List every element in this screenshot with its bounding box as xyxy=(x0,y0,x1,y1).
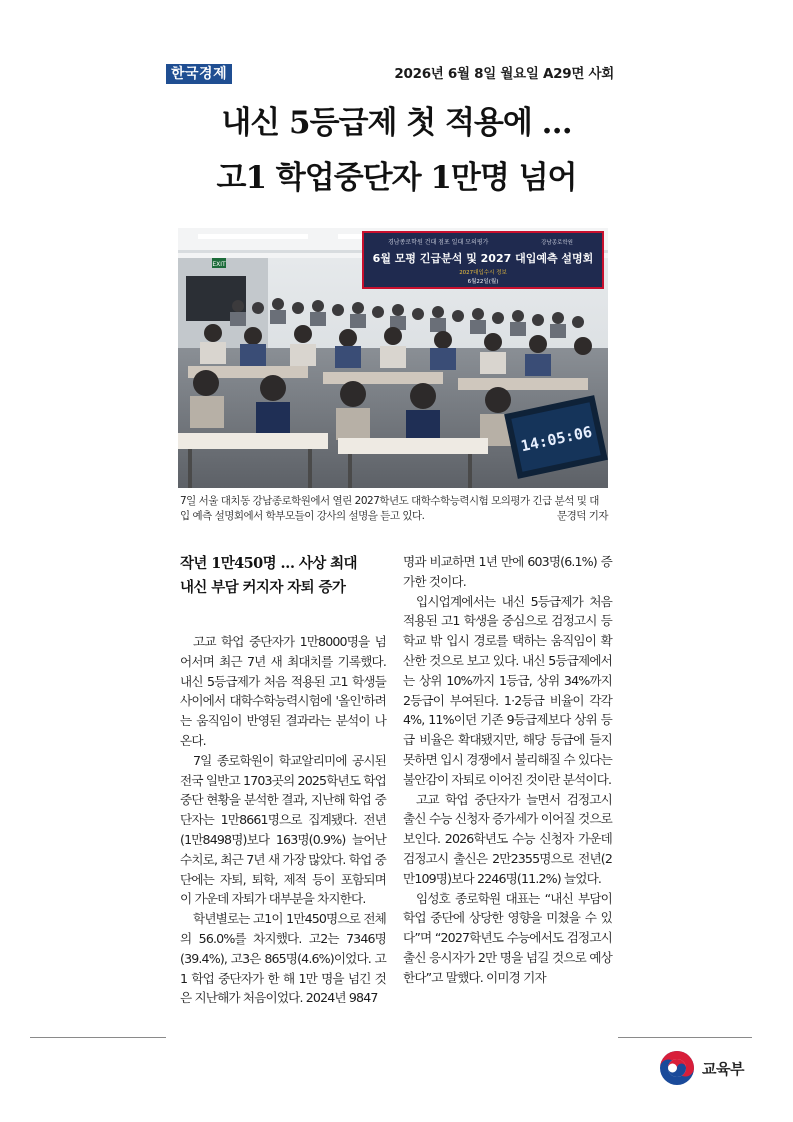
subheadline xyxy=(180,552,400,600)
newspaper-logo: 한국경제 xyxy=(166,64,232,84)
banner-sub-text: 2027대입수시 정보 xyxy=(459,270,507,276)
issue-info: 2026년 6월 8일 월요일 A29면 사회 xyxy=(394,66,614,82)
news-photo xyxy=(178,228,608,488)
article-byline: 이미경 기자 xyxy=(486,969,546,985)
banner-date-text: 6월22일(월) xyxy=(467,279,499,285)
clock-text: 14:05:06 xyxy=(519,422,594,456)
article-paragraph-text: 임성호 종로학원 대표는 “내신 부담이 학업 중단에 상당한 영향을 미쳤을 수 있다”며 “2027학년도 수능에서도 검정고시 출신 응시자가 2만 명을 넘길 것으로 예상한다”고 말했다. xyxy=(403,890,612,985)
article-paragraph xyxy=(403,889,612,988)
banner-logo-text: 강남종로학원 xyxy=(541,240,573,246)
subheadline-line-1: 작년 1만450명 … 사상 최대 xyxy=(180,555,357,572)
article-left-column xyxy=(180,632,386,1008)
taegeuk-icon xyxy=(657,1048,697,1088)
article-paragraph: 학년별로는 고1이 1만450명으로 전체의 56.0%를 차지했다. 고2는 7346명(39.4%), 고3은 865명(4.6%)이었다. 고1 학업 중단자가 한 해 1만 명을 넘긴 것은 지난해가 처음이었다. 2024년 9847 xyxy=(180,911,386,1006)
article-paragraph: 명과 비교하면 1년 만에 603명(6.1%) 증가한 것이다. xyxy=(403,554,612,589)
headline-line-1: 내신 5등급제 첫 적용에 … xyxy=(221,105,572,141)
article-paragraph: 7일 종로학원이 학교알리미에 공시된 전국 일반고 1703곳의 2025학년도 학업 중단 현황을 분석한 결과, 지난해 학업 중단자는 1만8661명으로 집계됐다. 전년(1만8498명)보다 163명(0.9%) 늘어난 수치로, 최근 7년 새 가장 많았다. 학업 중단에는 자퇴, 퇴학, 제적 등이 포함되며 이 가운데 자퇴가 대부분을 차지한다. xyxy=(180,752,386,907)
photo-caption xyxy=(180,494,608,524)
banner-main-text: 6월 모평 긴급분석 및 2027 대입예측 설명회 xyxy=(372,252,594,265)
ministry-name: 교육부 xyxy=(702,1060,744,1078)
article-right-column xyxy=(403,552,612,988)
banner-small-text: 경남종로학원 건대 점포 일대 모의평가 xyxy=(388,239,489,246)
exit-sign-text: EXIT xyxy=(212,261,226,268)
caption-text: 7일 서울 대치동 강남종로학원에서 열린 2027학년도 대학수학능력시험 모의평가 긴급 분석 및 대입 예측 설명회에서 학부모들이 강사의 설명을 듣고 있다. xyxy=(180,495,599,522)
article-paragraph: 입시업계에서는 내신 5등급제가 처음 적용된 고1 학생을 중심으로 검정고시 등 학교 밖 입시 경로를 택하는 움직임이 확산한 것으로 보고 있다. 내신 5등급제에서는 상위 10%까지 1등급, 상위 34%까지 2등급이 부여된다. 1·2등급 비율이 각각 4%, 11%이던 기존 9등급제보다 상위 등급 비율은 확대됐지만, 해당 등급에 들지 못하면 입시 경쟁에서 불리해질 수 있다는 불안감이 자퇴로 이어진 것이란 분석이다. xyxy=(403,593,612,787)
ministry-logo xyxy=(657,1048,757,1088)
subheadline-line-2: 내신 부담 커지자 자퇴 증가 xyxy=(180,579,346,596)
masthead xyxy=(166,64,614,84)
footer-rule-left xyxy=(30,1037,166,1038)
article-paragraph: 고교 학업 중단자가 늘면서 검정고시 출신 수능 신청자 증가세가 이어질 것으로 보인다. 2026학년도 수능 신청자 가운데 검정고시 출신은 2만2355명으로 전년(2만109명)보다 2246명(11.2%) 늘었다. xyxy=(403,791,612,886)
article-paragraph: 고교 학업 중단자가 1만8000명을 넘어서며 최근 7년 새 최대치를 기록했다. 내신 5등급제가 처음 적용된 고1 학생들 사이에서 대학수학능력시험에 '올인'하려는 움직임이 반영된 결과라는 분석이 나온다. xyxy=(180,634,386,748)
caption-byline: 문경덕 기자 xyxy=(556,510,608,522)
briefing-session-photo xyxy=(178,228,608,488)
footer-rule-right xyxy=(618,1037,752,1038)
headline-line-2: 고1 학업중단자 1만명 넘어 xyxy=(216,160,577,196)
banner xyxy=(363,232,603,288)
